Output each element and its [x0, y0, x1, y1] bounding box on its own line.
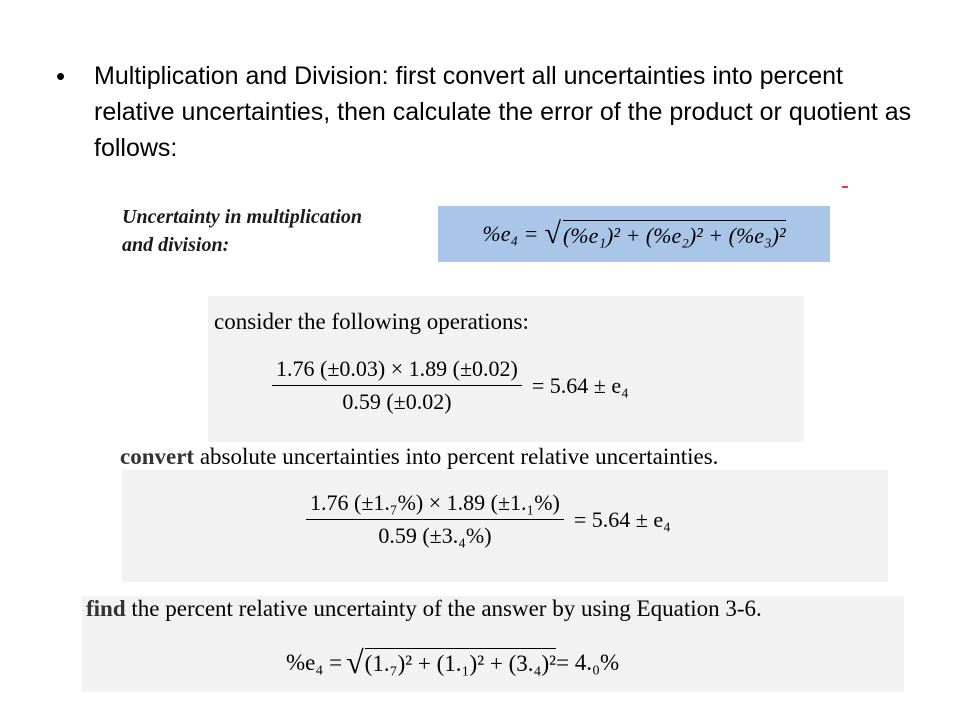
bullet-text: Multiplication and Division: first convert all uncertainties into percent relative uncertainties, then calculate the error of the product or quotient as follows:	[94, 62, 912, 162]
step2-fraction	[306, 490, 564, 549]
step3-result: = 4.₀%	[556, 649, 620, 675]
formula-radicand: (%e₁)² + (%e₂)² + (%e₃)²	[563, 220, 786, 249]
step2-intro-bold: convert	[120, 444, 195, 469]
step3-intro	[86, 596, 762, 622]
step1-fraction	[272, 356, 522, 415]
step1-intro: consider the following operations:	[214, 309, 529, 334]
step3-intro-bold: find	[86, 596, 126, 621]
step2-equation	[306, 490, 671, 549]
bullet-paragraph	[56, 58, 916, 166]
step3-intro-rest: the percent relative uncertainty of the answer by using Equation 3-6.	[125, 596, 762, 621]
uncertainty-label	[122, 203, 362, 259]
formula-lhs: %e₄ =	[482, 221, 539, 246]
red-dash-mark	[842, 186, 848, 188]
step2-result: = 5.64 ± e₄	[573, 506, 671, 532]
step2-numerator: 1.76 (±1.₇%) × 1.89 (±1.₁%)	[306, 490, 564, 520]
step1-equation	[272, 356, 629, 415]
uncertainty-label-line2: and division:	[122, 234, 230, 256]
step2-intro-rest: absolute uncertainties into percent relative uncertainties.	[194, 444, 719, 469]
step1-numerator: 1.76 (±0.03) × 1.89 (±0.02)	[272, 356, 522, 386]
bullet-marker: •	[56, 61, 66, 91]
step3-lhs: %e₄ =	[286, 649, 343, 675]
step2-intro	[120, 444, 718, 470]
uncertainty-formula-box	[438, 206, 830, 262]
step3-radicand: (1.₇)² + (1.₁)² + (3.₄)²	[365, 648, 556, 677]
step3-equation	[286, 644, 619, 681]
step1-result: = 5.64 ± e₄	[531, 372, 629, 398]
step1-denominator: 0.59 (±0.02)	[342, 389, 452, 414]
square-root-icon: √	[346, 644, 364, 680]
step2-denominator: 0.59 (±3.₄%)	[378, 523, 492, 548]
square-root-icon: √	[544, 217, 561, 250]
uncertainty-label-line1: Uncertainty in multiplication	[122, 206, 363, 228]
